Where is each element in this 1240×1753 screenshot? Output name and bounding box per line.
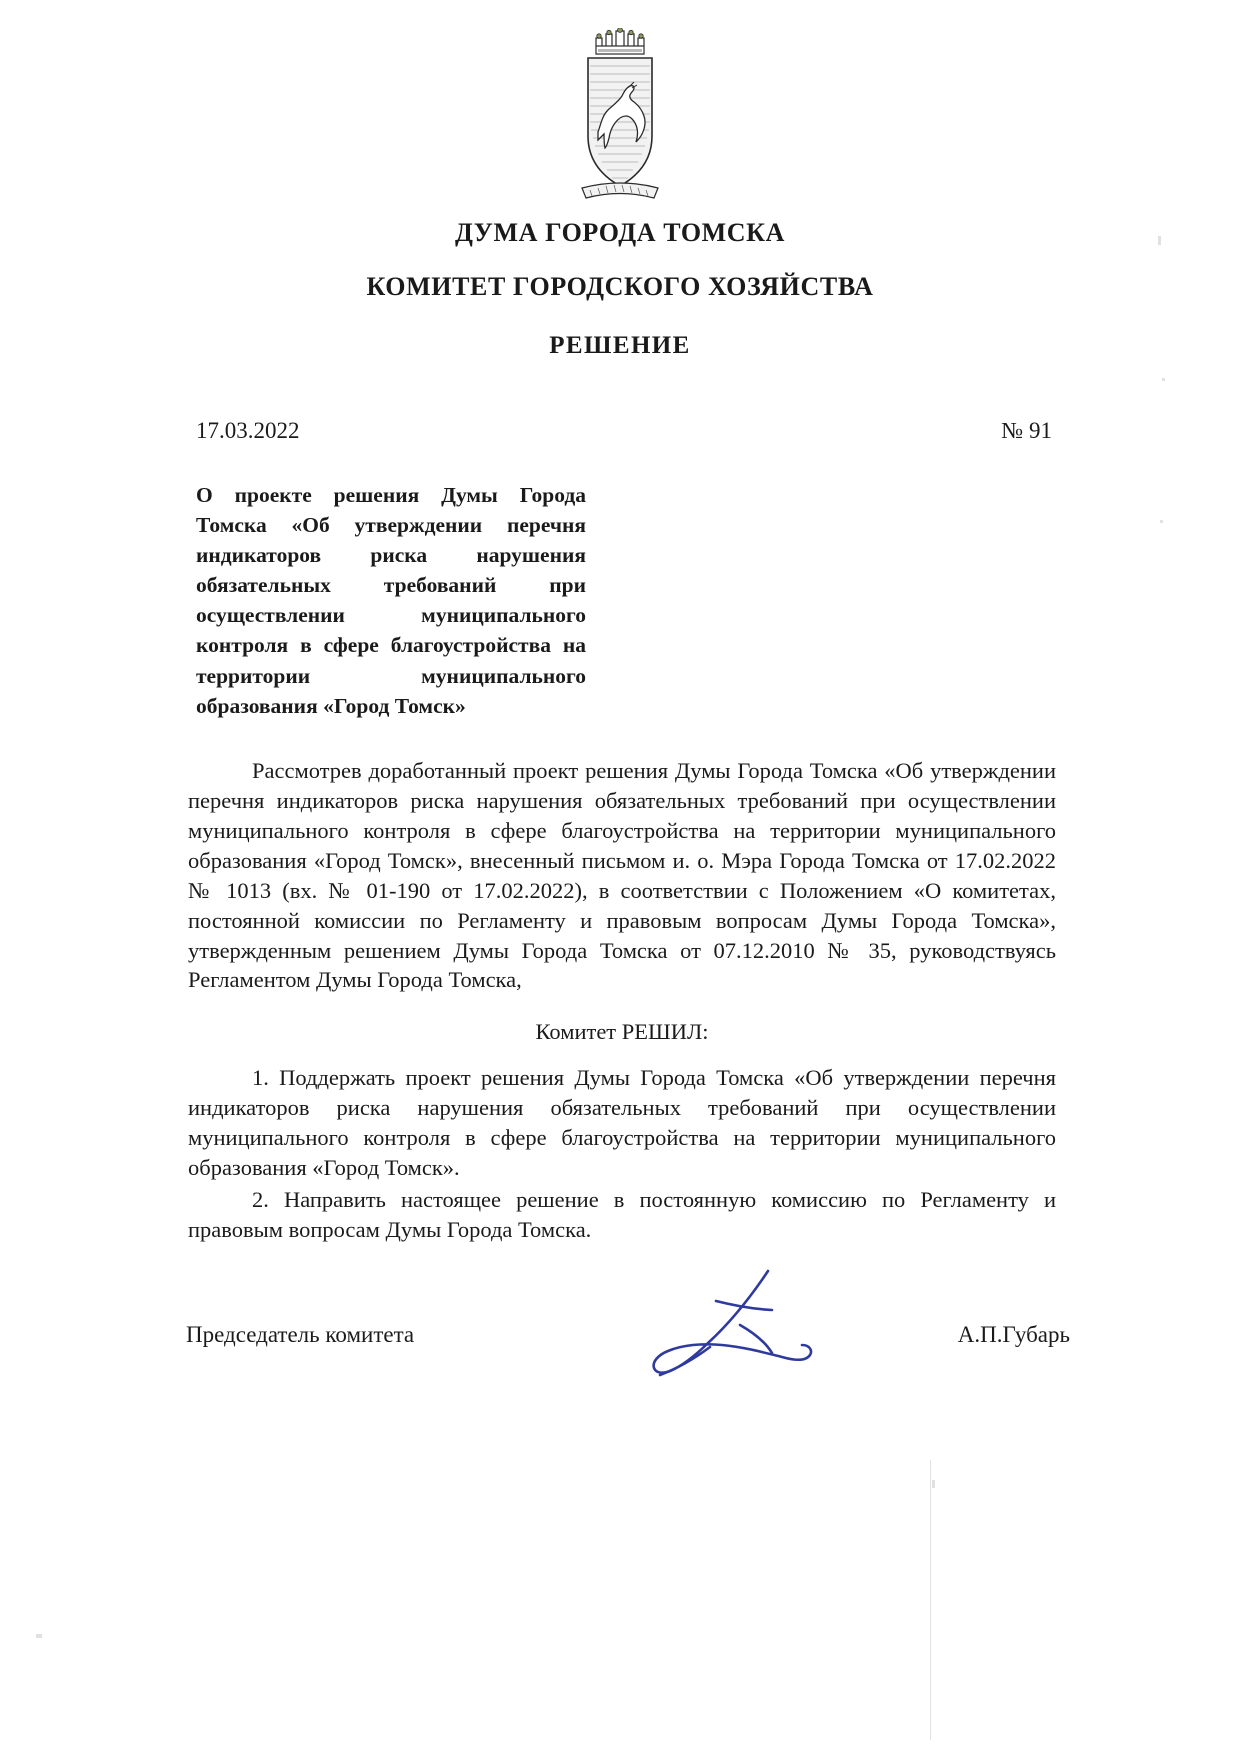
document-body <box>188 756 1056 1247</box>
scan-fold-line <box>930 1460 931 1740</box>
scan-speck <box>1160 520 1163 523</box>
coat-of-arms-icon <box>568 28 672 204</box>
document-header <box>0 218 1240 360</box>
decision-item-2: 2. Направить настоящее решение в постоянную комиссию по Регламенту и правовым вопросам Думы Города Томска. <box>188 1186 1056 1242</box>
committee-title: КОМИТЕТ ГОРОДСКОГО ХОЗЯЙСТВА <box>366 272 874 301</box>
document-number: № 91 <box>1001 418 1052 443</box>
document-type-title: РЕШЕНИЕ <box>549 332 691 359</box>
emblem-container <box>0 28 1240 204</box>
preamble-paragraph: Рассмотрев доработанный проект решения Думы Города Томска «Об утверждении перечня индикаторов риска нарушения обязательных требований при осуществлении муниципального контроля в сфере благоустройства на территории муниципального образования «Город Томск», внесенный письмом и. о. Мэра Города Томска от 17.02.2022 № 1013 (вх. № 01-190 от 17.02.2022), в соответствии с Положением «О комитетах, постоянной комиссии по Регламенту и правовым вопросам Думы Города Томска», утвержденным решением Думы Города Томска от 07.12.2010 № 35, руководствуясь Регламентом Думы Города Томска, <box>188 758 1056 993</box>
document-date: 17.03.2022 <box>196 418 300 443</box>
document-subject: О проекте решения Думы Города Томска «Об утверждении перечня индикаторов риска нарушения обязательных требований при осуществлении муниципального контроля в сфере благоустройства на территории муниципального образования «Город Томск» <box>196 483 586 718</box>
scan-speck <box>36 1634 42 1638</box>
signer-role: Председатель комитета <box>186 1322 415 1347</box>
scan-speck <box>1158 236 1161 245</box>
organization-title: ДУМА ГОРОДА ТОМСКА <box>454 218 785 247</box>
signature-row <box>186 1322 1070 1348</box>
document-meta <box>196 418 1052 444</box>
decision-item-1: 1. Поддержать проект решения Думы Города Томска «Об утверждении перечня индикаторов риска нарушения обязательных требований при осуществлении муниципального контроля в сфере благоустройства на территории муниципального образования «Город Томск». <box>188 1065 1056 1181</box>
signer-name: А.П.Губарь <box>957 1322 1070 1347</box>
decision-label: Комитет РЕШИЛ: <box>535 1019 709 1045</box>
scan-speck <box>932 1480 935 1488</box>
scan-speck <box>1162 378 1165 381</box>
